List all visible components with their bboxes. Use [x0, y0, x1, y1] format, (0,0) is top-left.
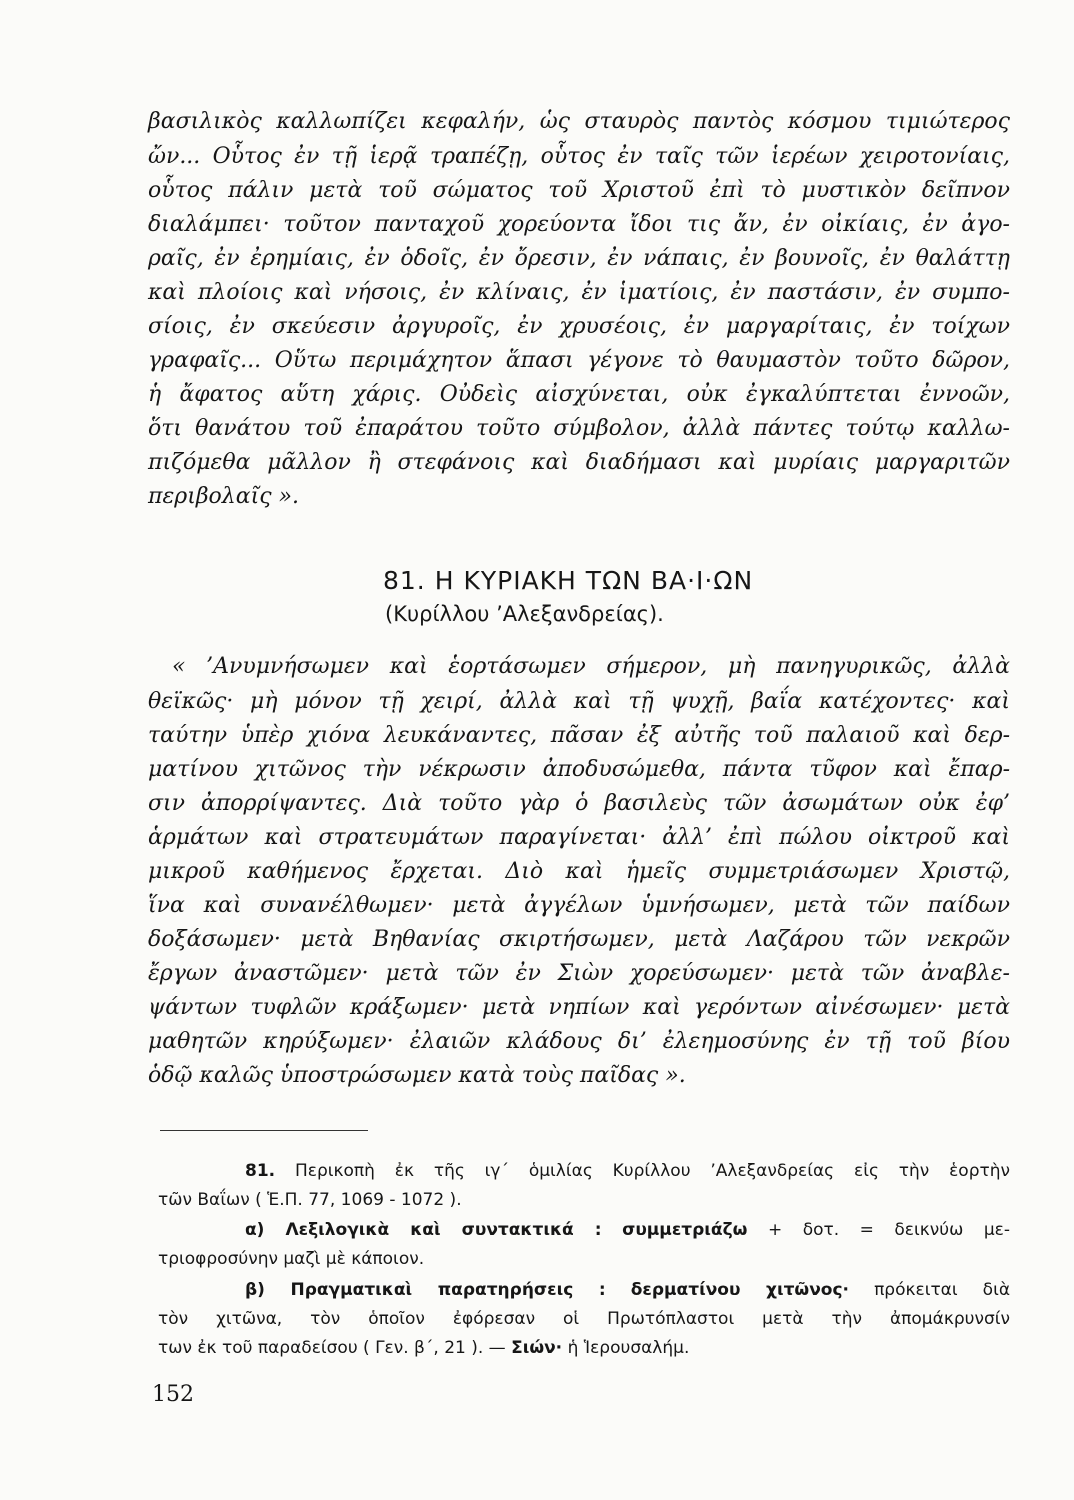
text-line: σίοις, ἐν σκεύεσιν ἀργυροῖς, ἐν χρυσέοις, ἐν μαργαρίταις, ἐν τοίχων [148, 314, 1010, 339]
footnote-term: δερματίνου χιτῶνος· [630, 1280, 850, 1300]
text-line: ἡ ἄφατος αὕτη χάρις. Οὐδεὶς αἰσχύνεται, οὐκ ἐγκαλύπτεται ἐννοῶν, [148, 382, 1010, 407]
footnote-b-line-2: τὸν χιτῶνα, τὸν ὁποῖον ἐφόρεσαν οἱ Πρωτόπλαστοι μετὰ τὴν ἀπομάκρυνσίν [158, 1309, 1010, 1329]
text-line: ματίνου χιτῶνος τὴν νέκρωσιν ἀποδυσώμεθα, πάντα τῦφον καὶ ἔπαρ- [148, 757, 1010, 782]
footnote-text: των ἐκ τοῦ παραδείσου ( Γεν. β΄, 21 ). — [158, 1338, 506, 1358]
text-line: ὤν... Οὗτος ἐν τῇ ἱερᾷ τραπέζῃ, οὗτος ἐν ταῖς τῶν ἱερέων χειροτονίαις, [148, 144, 1010, 169]
text-line: βασιλικὸς καλλωπίζει κεφαλήν, ὡς σταυρὸς παντὸς κόσμου τιμιώτερος [148, 109, 1010, 134]
footnote-81-line-1 [245, 1157, 1010, 1185]
text-line: θεϊκῶς· μὴ μόνον τῇ χειρί, ἀλλὰ καὶ τῇ ψυχῇ, βαΐα κατέχοντες· καὶ [148, 689, 1010, 714]
text-line: ραῖς, ἐν ἐρημίαις, ἐν ὁδοῖς, ἐν ὄρεσιν, ἐν νάπαις, ἐν βουνοῖς, ἐν θαλάττῃ [148, 246, 1010, 271]
text-line: σιν ἀπορρίψαντες. Διὰ τοῦτο γὰρ ὁ βασιλεὺς τῶν ἀσωμάτων οὐκ ἐφ’ [148, 791, 1010, 816]
text-line: διαλάμπει· τοῦτον πανταχοῦ χορεύοντα ἴδοι τις ἄν, ἐν οἰκίαις, ἐν ἀγο- [148, 212, 1010, 237]
footnote-b-line-3 [158, 1334, 1010, 1362]
section-subheading: (Κυρίλλου ’Αλεξανδρείας). [385, 602, 664, 626]
text-line: ἵνα καὶ συνανέλθωμεν· μετὰ ἀγγέλων ὑμνήσωμεν, μετὰ τῶν παίδων [148, 893, 1010, 918]
text-line: ὁδῷ καλῶς ὑποστρώσωμεν κατὰ τοὺς παῖδας ». [148, 1063, 686, 1088]
footnote-divider [160, 1130, 368, 1131]
text-line: ταύτην ὑπὲρ χιόνα λευκάναντες, πᾶσαν ἐξ αὐτῆς τοῦ παλαιοῦ καὶ δερ- [148, 723, 1010, 748]
text-line: ὅτι θανάτου τοῦ ἐπαράτου τοῦτο σύμβολον, ἀλλὰ πάντες τούτῳ καλλω- [148, 416, 1010, 441]
footnote-text: + δοτ. = δεικνύω με- [767, 1220, 1010, 1240]
footnote-a-line-2: τριοφροσύνην μαζὶ μὲ κάποιον. [158, 1249, 425, 1269]
text-line: περιβολαῖς ». [148, 484, 299, 509]
text-line: δοξάσωμεν· μετὰ Βηθανίας σκιρτήσωμεν, μετὰ Λαζάρου τῶν νεκρῶν [148, 927, 1010, 952]
footnote-label: β) Πραγματικαὶ παρατηρήσεις : [245, 1280, 606, 1300]
footnote-a-line-1 [245, 1216, 1010, 1244]
footnote-b-line-1 [245, 1276, 1010, 1304]
text-line: « ’Ανυμνήσωμεν καὶ ἑορτάσωμεν σήμερον, μὴ πανηγυρικῶς, ἀλλὰ [172, 654, 1010, 679]
footnote-text: ἡ Ἱερουσαλήμ. [567, 1338, 690, 1358]
text-line: μαθητῶν κηρύξωμεν· ἐλαιῶν κλάδους δι’ ἐλεημοσύνης ἐν τῇ τοῦ βίου [148, 1029, 1010, 1054]
section-heading: 81. Η ΚΥΡΙΑΚΗ ΤΩΝ ΒΑ·Ι·ΩΝ [383, 566, 754, 595]
footnote-term: συμμετριάζω [622, 1220, 748, 1240]
text-line: γραφαῖς... Οὕτω περιμάχητον ἅπασι γέγονε τὸ θαυμαστὸν τοῦτο δῶρον, [148, 348, 1010, 373]
page-number: 152 [152, 1382, 194, 1407]
text-line: ἔργων ἀναστῶμεν· μετὰ τῶν ἐν Σιὼν χορεύσωμεν· μετὰ τῶν ἀναβλε- [148, 961, 1010, 986]
text-line: πιζόμεθα μᾶλλον ἢ στεφάνοις καὶ διαδήμασι καὶ μυρίαις μαργαριτῶν [148, 450, 1010, 475]
footnote-text: Περικοπὴ ἐκ τῆς ιγ΄ ὁμιλίας Κυρίλλου ’Αλεξανδρείας εἰς τὴν ἑορτὴν [294, 1161, 1011, 1181]
footnote-label: α) Λεξιλογικὰ καὶ συντακτικά : [245, 1220, 602, 1240]
text-line: ἁρμάτων καὶ στρατευμάτων παραγίνεται· ἀλλ’ ἐπὶ πώλου οἰκτροῦ καὶ [148, 825, 1010, 850]
text-line: ψάντων τυφλῶν κράξωμεν· μετὰ νηπίων καὶ γερόντων αἰνέσωμεν· μετὰ [148, 995, 1010, 1020]
text-line: οὗτος πάλιν μετὰ τοῦ σώματος τοῦ Χριστοῦ ἐπὶ τὸ μυστικὸν δεῖπνον [148, 178, 1010, 203]
text-line: μικροῦ καθήμενος ἔρχεται. Διὸ καὶ ἡμεῖς συμμετριάσωμεν Χριστῷ, [148, 859, 1010, 884]
footnote-81-line-2: τῶν Βαΐων ( Ἑ.Π. 77, 1069 - 1072 ). [158, 1190, 462, 1210]
footnote-term: Σιών· [511, 1338, 563, 1358]
footnote-number: 81. [245, 1161, 276, 1181]
text-line: καὶ πλοίοις καὶ νήσοις, ἐν κλίναις, ἐν ἱματίοις, ἐν παστάσιν, ἐν συμπο- [148, 280, 1010, 305]
footnote-text: πρόκειται διὰ [874, 1280, 1011, 1300]
